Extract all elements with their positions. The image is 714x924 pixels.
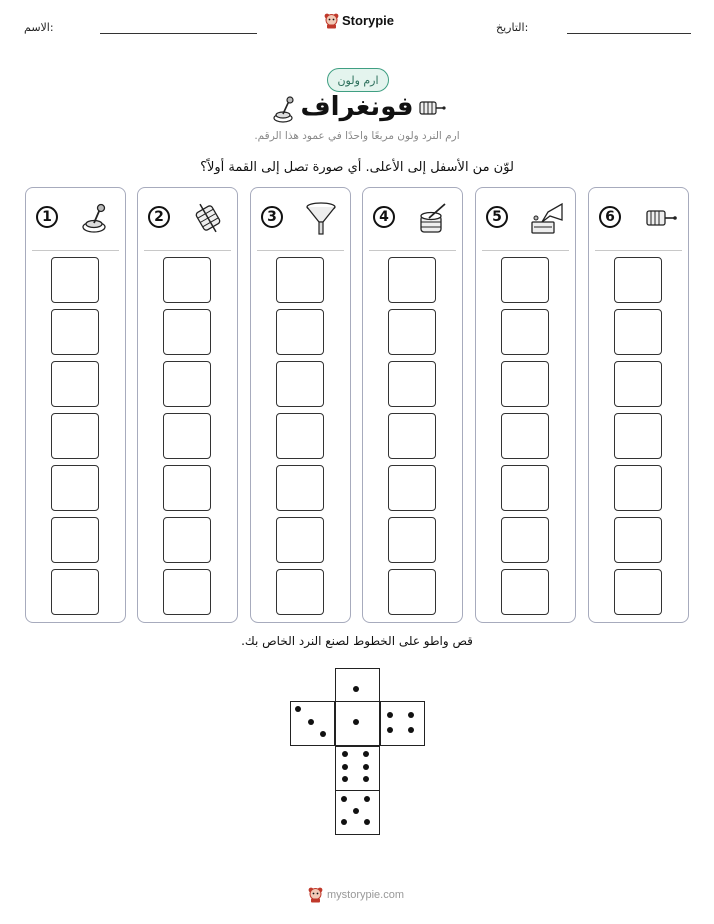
bear-mascot-icon <box>308 886 323 903</box>
color-square[interactable] <box>51 465 99 511</box>
brand-logo <box>324 12 394 29</box>
funnel-icon <box>303 200 339 236</box>
dice-pip <box>363 764 369 770</box>
color-square[interactable] <box>614 517 662 563</box>
brand-name: Storypie <box>342 13 395 28</box>
color-square[interactable] <box>388 309 436 355</box>
color-square[interactable] <box>388 257 436 303</box>
color-square[interactable] <box>276 569 324 615</box>
color-square[interactable] <box>51 569 99 615</box>
color-square[interactable] <box>51 309 99 355</box>
color-square[interactable] <box>501 569 549 615</box>
name-label: الاسم: <box>24 21 54 34</box>
column-2 <box>137 187 238 623</box>
color-square[interactable] <box>51 413 99 459</box>
column-1 <box>25 187 126 623</box>
spool-icon <box>190 200 226 236</box>
date-label: التاريخ: <box>496 21 529 34</box>
bear-mascot-icon <box>324 12 339 29</box>
name-line[interactable] <box>100 33 257 34</box>
column-number: 3 <box>261 206 283 228</box>
drum-cylinder-icon <box>416 96 446 120</box>
dice-pip <box>387 727 393 733</box>
column-divider <box>32 250 119 251</box>
dice-pip <box>353 686 359 692</box>
color-square[interactable] <box>501 413 549 459</box>
color-square[interactable] <box>388 569 436 615</box>
color-square[interactable] <box>614 465 662 511</box>
color-square[interactable] <box>51 517 99 563</box>
dice-pip <box>341 796 347 802</box>
column-divider <box>482 250 569 251</box>
color-square[interactable] <box>163 413 211 459</box>
color-square[interactable] <box>163 465 211 511</box>
cut-instruction: قص واطو على الخطوط لصنع النرد الخاص بك. <box>241 634 473 648</box>
dice-face-center[interactable] <box>335 701 380 746</box>
column-divider <box>144 250 231 251</box>
dice-pip <box>342 776 348 782</box>
column-3 <box>250 187 351 623</box>
lever-icon <box>78 200 114 236</box>
column-4 <box>362 187 463 623</box>
color-square[interactable] <box>501 517 549 563</box>
phonograph-icon <box>528 200 564 236</box>
color-square[interactable] <box>276 309 324 355</box>
activity-badge: ارم ولون <box>327 68 389 92</box>
color-square[interactable] <box>163 361 211 407</box>
column-divider <box>257 250 344 251</box>
color-square[interactable] <box>276 465 324 511</box>
color-square[interactable] <box>614 257 662 303</box>
color-square[interactable] <box>276 361 324 407</box>
footer-url[interactable]: mystorypie.com <box>327 888 405 901</box>
column-divider <box>595 250 682 251</box>
color-square[interactable] <box>388 361 436 407</box>
dice-net <box>290 668 425 835</box>
dice-pip <box>408 712 414 718</box>
color-square[interactable] <box>614 569 662 615</box>
color-square[interactable] <box>614 413 662 459</box>
column-6 <box>588 187 689 623</box>
color-square[interactable] <box>163 517 211 563</box>
color-square[interactable] <box>163 257 211 303</box>
dice-pip <box>363 751 369 757</box>
color-square[interactable] <box>614 309 662 355</box>
dice-pip <box>364 819 370 825</box>
wax-cylinder-icon <box>415 200 451 236</box>
color-square[interactable] <box>614 361 662 407</box>
column-number: 2 <box>148 206 170 228</box>
color-square[interactable] <box>276 413 324 459</box>
dice-pip <box>342 751 348 757</box>
page-subtitle: ارم النرد ولون مربعًا واحدًا في عمود هذا الرقم. <box>254 130 460 142</box>
color-square[interactable] <box>51 361 99 407</box>
dice-pip <box>364 796 370 802</box>
dice-pip <box>308 719 314 725</box>
dice-pip <box>295 706 301 712</box>
dice-pip <box>353 808 359 814</box>
dice-face-lower[interactable] <box>335 746 380 791</box>
column-number: 4 <box>373 206 395 228</box>
dice-pip <box>363 776 369 782</box>
column-number: 1 <box>36 206 58 228</box>
color-square[interactable] <box>501 309 549 355</box>
date-line[interactable] <box>567 33 691 34</box>
column-number: 5 <box>486 206 508 228</box>
dice-pip <box>341 819 347 825</box>
column-number: 6 <box>599 206 621 228</box>
color-square[interactable] <box>501 465 549 511</box>
color-square[interactable] <box>388 465 436 511</box>
dice-pip <box>320 731 326 737</box>
dice-pip <box>387 712 393 718</box>
color-square[interactable] <box>501 257 549 303</box>
color-square[interactable] <box>276 257 324 303</box>
color-square[interactable] <box>51 257 99 303</box>
dice-face-right[interactable] <box>380 701 425 746</box>
page-title: فونغراف <box>300 92 414 122</box>
color-square[interactable] <box>501 361 549 407</box>
dice-pip <box>342 764 348 770</box>
dice-face-left[interactable] <box>290 701 335 746</box>
dice-face-bottom[interactable] <box>335 790 380 835</box>
column-5 <box>475 187 576 623</box>
color-square[interactable] <box>388 413 436 459</box>
color-square[interactable] <box>163 309 211 355</box>
cylinder-drum-icon <box>641 200 677 236</box>
color-square[interactable] <box>163 569 211 615</box>
dice-pip <box>408 727 414 733</box>
color-square[interactable] <box>276 517 324 563</box>
dice-pip <box>353 719 359 725</box>
coloring-instruction: لوّن من الأسفل إلى الأعلى. أي صورة تصل إلى القمة أولاً؟ <box>200 160 514 175</box>
footer <box>308 886 404 903</box>
color-square[interactable] <box>388 517 436 563</box>
column-divider <box>369 250 456 251</box>
